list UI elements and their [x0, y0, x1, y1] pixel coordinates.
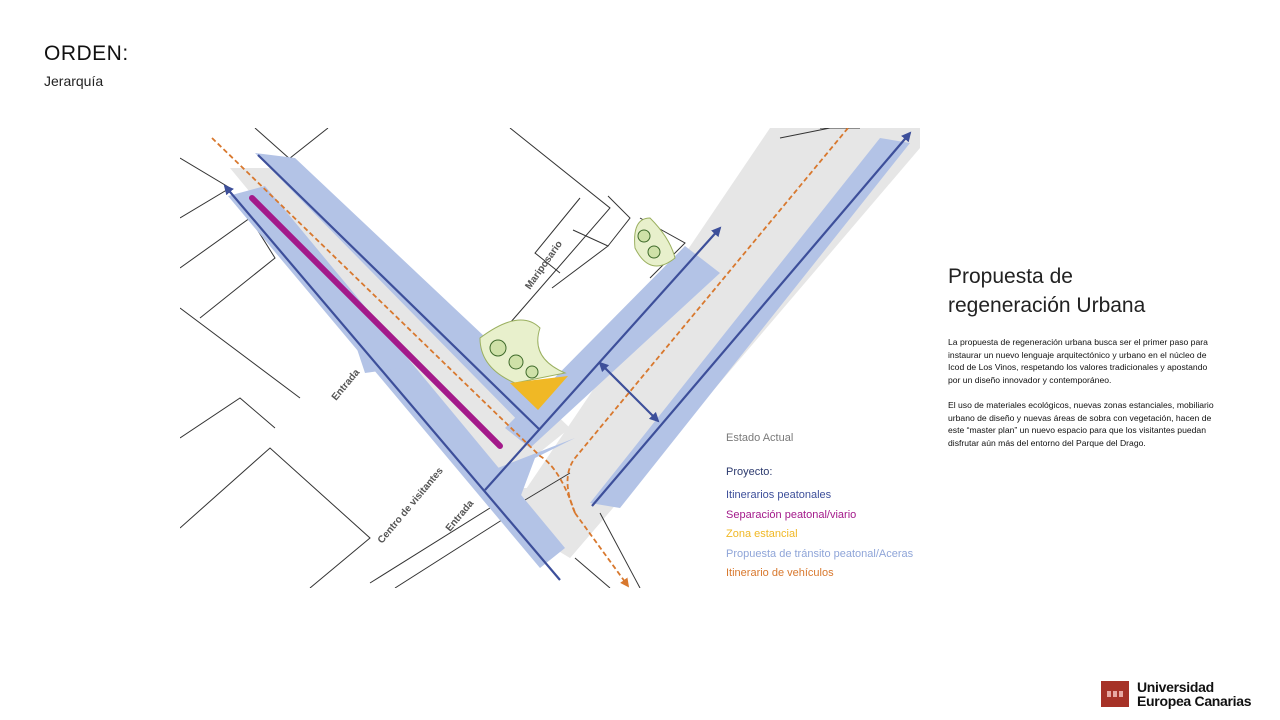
legend-item-aceras: Propuesta de tránsito peatonal/Aceras [726, 547, 914, 560]
heading-line-1: Propuesta de [948, 265, 1073, 288]
legend-proyecto: Proyecto: [726, 466, 773, 478]
label-entrada-left: Entrada [329, 367, 363, 403]
logo-text [1137, 680, 1251, 708]
logo-line-1: Universidad [1137, 679, 1214, 695]
section-heading [948, 262, 1248, 320]
legend-estado: Estado Actual [726, 432, 794, 444]
description-paragraph-2: El uso de materiales ecológicos, nuevas zonas estanciales, mobiliario urbano de diseño y nuevas áreas de sobra con vegetación, hacen de este “master plan” un nuevo espacio para que los visitantes puedan disfrutar aún más del entorno del Parque del Drago. [948, 399, 1214, 448]
legend-item-peatonales: Itinerarios peatonales [726, 489, 832, 501]
label-centro-visitantes: Centro de visitantes [375, 465, 446, 546]
legend-item-vehiculos: Itinerario de vehículos [726, 567, 834, 579]
page-subtitle: Jerarquía [44, 73, 104, 89]
legend-item-estancial: Zona estancial [726, 528, 798, 540]
legend [726, 432, 913, 584]
heading-line-2: regeneración Urbana [948, 294, 1146, 317]
page-title: ORDEN: [44, 42, 129, 65]
university-logo [1101, 680, 1251, 708]
label-mariposario: Mariposario [523, 238, 565, 292]
description-paragraph-1: La propuesta de regeneración urbana busca ser el primer paso para instaurar un nuevo lenguaje arquitectónico y urbano en el núcleo de Icod de Los Vinos, respetando los valores tradicionales y apostando por un diseño innovador y contemporáneo. [948, 337, 1208, 385]
label-entrada-bottom: Entrada [443, 498, 477, 534]
logo-line-2: Europea Canarias [1137, 693, 1252, 709]
legend-item-separacion: Separación peatonal/viario [726, 508, 857, 521]
description-text [948, 336, 1216, 462]
logo-mark-icon [1101, 681, 1129, 707]
